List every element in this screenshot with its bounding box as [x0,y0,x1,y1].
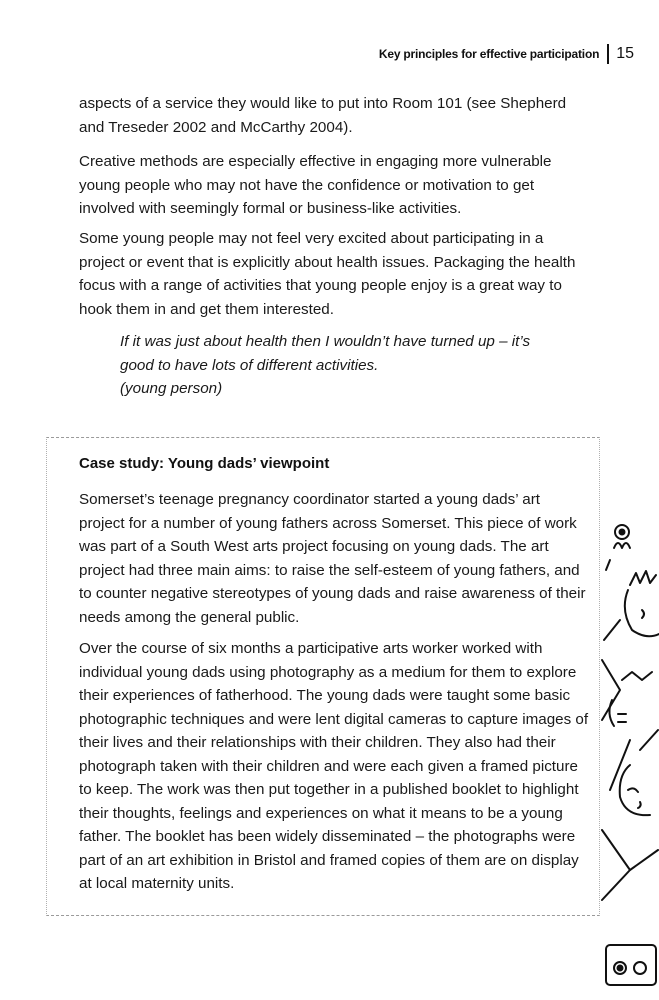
page-number: 15 [616,45,634,62]
pull-quote [120,330,560,401]
quote-line: good to have lots of different activities. [120,356,379,374]
body-paragraph: Some young people may not feel very excited about participating in a project or event that is explicitly about health issues. Packaging the health focus with a range of activities that young people enjoy is a great way to hook them in and get them interested. [79,230,576,318]
quote-attribution: (young person) [120,380,223,397]
body-paragraph: aspects of a service they would like to put into Room 101 (see Shepherd and Treseder 2002 and McCarthy 2004). [79,95,567,136]
case-study-paragraph: Over the course of six months a participative arts worker worked with individual young dads using photography as a medium for them to explore their experiences of fatherhood. The young dads were taught some basic photographic techniques and were lent digital cameras to capture images of their lives and their relationships with their children. They also had their photograph taken with their children and were each given a framed picture to keep. The work was then put together in a published booklet to highlight their thoughts, feelings and experiences on what it means to be a young father. The booklet has been widely disseminated – the photographs were part of an art exhibition in Bristol and framed copies of them are on display at local maternity units. [79,640,589,892]
cartoon-illustration [600,490,659,1000]
quote-line: If it was just about health then I wouldn’t have turned up – it’s [120,333,531,350]
running-title: Key principles for effective participation [378,47,600,61]
case-study-title: Case study: Young dads’ viewpoint [79,455,330,472]
body-paragraph: Creative methods are especially effective in engaging more vulnerable young people who may not have the confidence or motivation to get involved with seemingly formal or business-like activities. [79,153,552,217]
running-head [379,44,634,64]
case-study-paragraph: Somerset’s teenage pregnancy coordinator started a young dads’ art project for a number of young fathers across Somerset. This piece of work was part of a South West arts project focusing on young dads. The art project had three main aims: to raise the self-esteem of young fathers, and to counter negative stereotypes of young dads and raise awareness of their needs among the general public. [79,491,586,626]
header-divider [607,44,609,64]
